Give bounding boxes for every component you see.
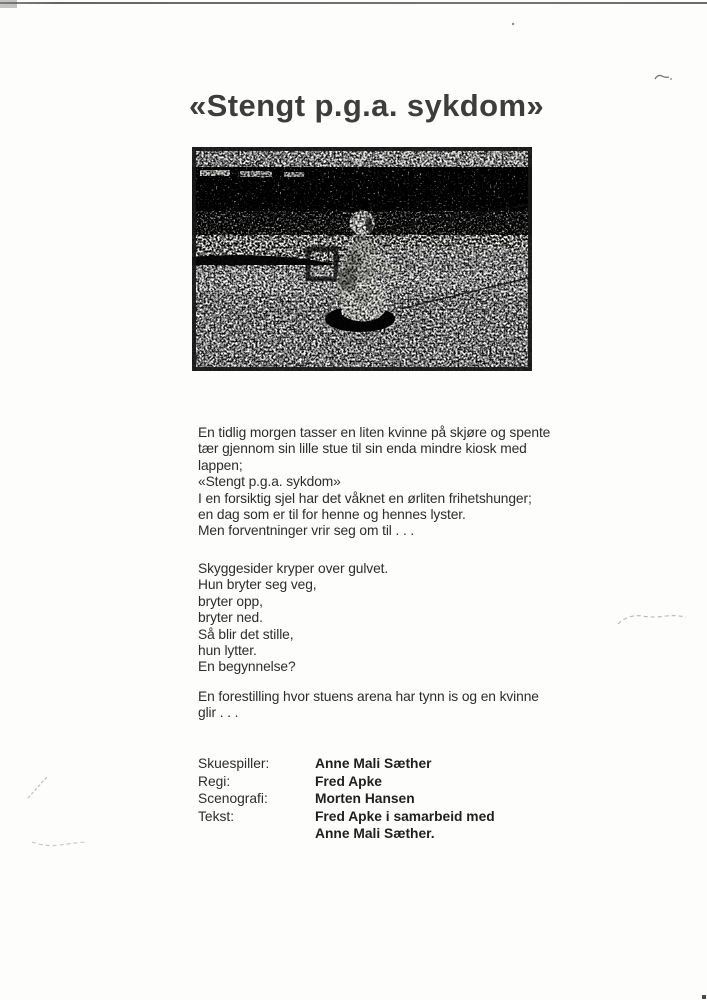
credit-value: Anne Mali Sæther [315,756,432,771]
credit-row [198,825,538,843]
text-line: hun lytter. [198,643,257,659]
credit-label: Skuespiller: [198,756,270,771]
photo-illustration [192,147,532,371]
text-line: En tidlig morgen tasser en liten kvinne på skjøre og spente [198,425,551,440]
text-line: glir . . . [198,705,239,721]
text-line: bryter opp, [198,593,263,609]
credit-row [198,773,538,791]
text-line: Skyggesider kryper over gulvet. [198,561,389,576]
credit-value: Anne Mali Sæther. [315,826,435,842]
text-line: En forestilling hvor stuens arena har tynn is og en kvinne [198,689,539,704]
credit-value: Fred Apke i samarbeid med [315,808,495,824]
performance-photo [192,147,532,371]
text-line: «Stengt p.g.a. sykdom» [198,474,341,490]
credit-value: Morten Hansen [315,791,415,807]
closing-paragraph [198,689,558,722]
credit-row [198,790,538,808]
text-line: lappen; [198,457,243,473]
text-line: I en forsiktig sjel har det våknet en ørliten frihetshunger; [198,490,532,506]
credits-list [198,755,538,843]
text-line: en dag som er til for henne og hennes lyster. [198,507,466,523]
text-line: tær gjennom sin lille stue til sin enda mindre kiosk med [198,441,527,457]
text-line: Så blir det stille, [198,626,294,642]
credit-row [198,808,538,826]
text-line: Hun bryter seg veg, [198,577,317,593]
credit-label: Tekst: [198,808,235,824]
scan-edge-line [0,2,707,4]
credit-row [198,755,538,773]
credit-label: Scenografi: [198,791,268,807]
text-line: Men forventninger vrir seg om til . . . [198,523,415,539]
credit-label [198,825,315,843]
page-title: «Stengt p.g.a. sykdom» [189,88,545,123]
credit-value: Fred Apke [315,773,382,789]
text-line: En begynnelse? [198,659,296,675]
intro-paragraph [198,425,558,540]
credit-label: Regi: [198,773,231,789]
poem-paragraph [198,561,558,676]
text-line: bryter ned. [198,610,263,626]
